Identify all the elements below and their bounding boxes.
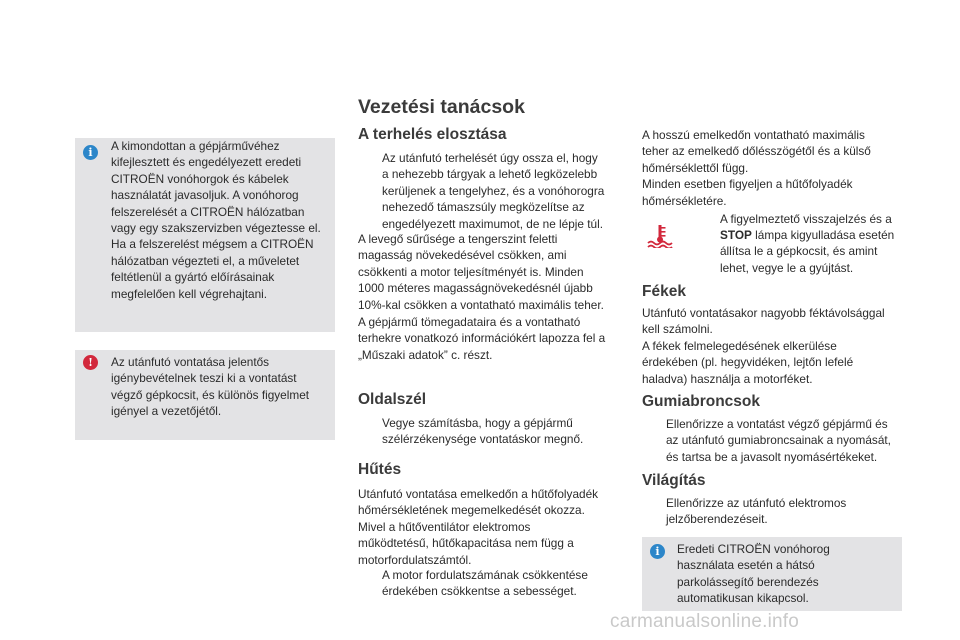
info-box-towbar-text: A kimondottan a gépjárművéhez kifejlesztett és engedélyezett eredeti CITROËN vonóhorgok és kábelek használatát javasoljuk. A vonóhorog felszerelését a CITROËN hálózatban vagy egy szakszervizben végeztesse el. Ha a felszerelést mégsem a CITROËN hálózatban végezteti el, a műveletet feltétlenül a gyártó előírásainak megfelelően kell végrehajtani. <box>111 139 321 301</box>
heading-lighting: Világítás <box>642 472 706 489</box>
warning-box-towing-text: Az utánfutó vontatása jelentős igénybevételnek teszi ki a vontatást végző gépkocsit, és különös figyelmet igényel a vezetőjétől. <box>111 355 310 419</box>
stop-label: STOP <box>720 228 752 242</box>
para-air-density: A levegő sűrűsége a tengerszint feletti magasság növekedésével csökken, ami csökkenti a motor teljesítményét is. Minden 1000 méteres magasságnövekedésnél újabb 10%-kal csökken a vontatható maximális teher. <box>358 232 604 312</box>
heading-brakes: Fékek <box>642 283 686 300</box>
heading-load-distribution: A terhelés elosztása <box>358 126 507 143</box>
para-brakes: Utánfutó vontatásakor nagyobb féktávolsággal kell számolni. A fékek felmelegedésének elkerülése érdekében (pl. hegyvidéken, lejtőn lefelé haladva) használja a motorféket. <box>642 306 885 386</box>
heading-crosswind: Oldalszél <box>358 391 427 408</box>
info-box-parking-sensors-text: Eredeti CITROËN vonóhorog használata esetén a hátsó parkolássegítő berendezés automatikusan kikapcsol. <box>677 542 830 606</box>
watermark: carmanualsonline.info <box>610 611 800 632</box>
stop-warning-text-line1: A figyelmeztető visszajelzés és a <box>720 212 892 226</box>
warning-icon: ! <box>83 355 98 370</box>
heading-cooling: Hűtés <box>358 461 402 478</box>
heading-tyres: Gumiabroncsok <box>642 393 760 410</box>
coolant-temperature-icon <box>646 224 674 248</box>
para-cooling: Utánfutó vontatása emelkedőn a hűtőfolyadék hőmérsékletének megemelkedését okozza. Mivel a hűtőventilátor elektromos működtetésű, hűtőkapacitása nem függ a motorfordulatszámtól. <box>358 487 599 567</box>
para-technical-data: A gépjármű tömegadataira és a vontatható terhekre vonatkozó információkért lapozza fel a „Műszaki adatok” c. részt. <box>358 315 606 362</box>
info-icon: i <box>650 544 665 559</box>
info-icon: i <box>83 145 98 160</box>
page-title: Vezetési tanácsok <box>358 96 525 118</box>
para-long-incline: A hosszú emelkedőn vontatható maximális teher az emelkedő dőlésszögétől és a külső hőmérséklettől függ. Minden esetben figyeljen a hűtőfolyadék hőmérsékletére. <box>642 128 871 208</box>
stop-warning-text-rest: STOP lámpa kigyulladása esetén állítsa le a gépkocsit, és amint lehet, vegye le a gyújtást. <box>720 228 895 275</box>
